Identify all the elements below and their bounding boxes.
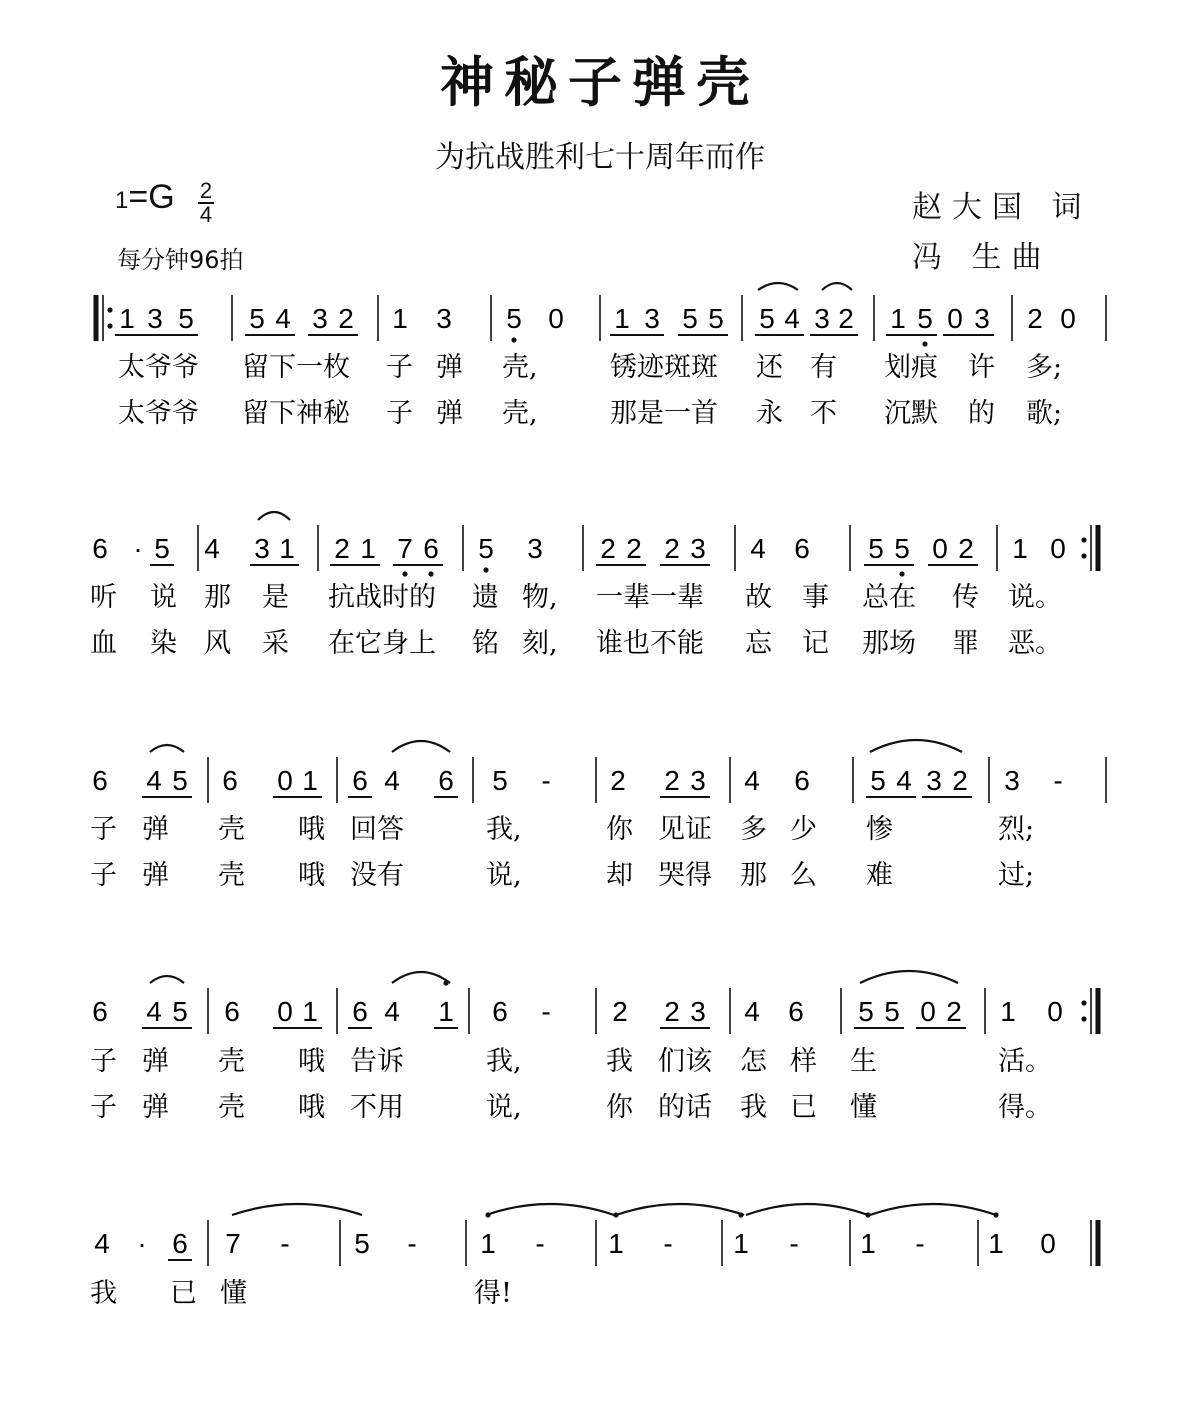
note-digit: 6 (794, 765, 810, 796)
note-digit: 5 (858, 996, 874, 1027)
lyric-syllable: 留下神秘 (242, 398, 350, 429)
note-digit: 7 (397, 533, 413, 564)
song-subtitle: 为抗战胜利七十周年而作 (435, 140, 765, 175)
time-signature-bottom: 4 (199, 202, 213, 227)
repeat-dot (107, 323, 112, 328)
note-digit: 1 (1012, 533, 1028, 564)
lyric-syllable: 采 (262, 628, 289, 659)
lyric-syllable: 不 (810, 398, 837, 429)
dash-extension: - (280, 1228, 290, 1259)
note-digit: 5 (868, 533, 884, 564)
lyric-syllable: 我, (486, 814, 522, 845)
note-digit: 5 (178, 303, 194, 334)
note-digit: 6 (92, 996, 108, 1027)
lyric-syllable: 样 (790, 1046, 817, 1077)
lyric-syllable: 回答 (350, 814, 404, 845)
lyric-syllable: 壳 (218, 1046, 245, 1077)
note-digit: 5 (492, 765, 508, 796)
lyric-syllable: 遗 (472, 582, 499, 613)
lyric-syllable: 总在 (862, 582, 916, 613)
note-digit: 2 (664, 996, 680, 1027)
lyric-syllable: 我, (486, 1046, 522, 1077)
song-title: 神秘子弹壳 (440, 50, 760, 114)
note-digit: 5 (249, 303, 265, 334)
lyric-syllable: 哦 (298, 1046, 325, 1077)
lyric-syllable: 弹 (436, 398, 463, 429)
note-digit: 0 (1047, 996, 1063, 1027)
lyric-syllable: 歌; (1026, 398, 1063, 429)
note-digit: 2 (838, 303, 854, 334)
lyric-syllable: 还 (756, 352, 783, 383)
note-digit: 6 (224, 996, 240, 1027)
slur-arc (150, 745, 184, 752)
lyric-syllable: 多 (740, 814, 767, 845)
note-digit: 6 (222, 765, 238, 796)
note-digit: 3 (690, 533, 706, 564)
lyric-syllable: 沉默 (884, 398, 938, 429)
note-digit: 6 (352, 765, 368, 796)
note-digit: 1 (119, 303, 135, 334)
slur-arc (392, 741, 450, 752)
slur-arc (758, 283, 798, 290)
repeat-dot (1081, 1000, 1086, 1005)
slur-arc (822, 283, 852, 290)
lyric-syllable: 见证 (658, 814, 712, 845)
note-digit: 4 (896, 765, 912, 796)
dash-extension: - (663, 1228, 673, 1259)
lyric-syllable: 说。 (1008, 582, 1062, 613)
lyric-syllable: 我 (606, 1046, 633, 1077)
note-digit: 3 (690, 765, 706, 796)
dash-extension: - (789, 1228, 799, 1259)
note-digit: 2 (600, 533, 616, 564)
time-signature-top: 2 (199, 178, 213, 203)
note-digit: 5 (870, 765, 886, 796)
octave-dot-low (428, 571, 433, 576)
note-digit: 0 (1040, 1228, 1056, 1259)
note-digit: 5 (917, 303, 933, 334)
lyric-syllable: 谁也不能 (596, 628, 704, 659)
lyric-syllable: 壳, (502, 352, 538, 383)
lyric-syllable: 惨 (866, 814, 893, 845)
lyric-syllable: 得。 (998, 1092, 1052, 1123)
note-digit: 3 (690, 996, 706, 1027)
lyric-syllable: 哦 (298, 814, 325, 845)
lyric-syllable: 记 (802, 628, 829, 659)
lyric-syllable: 壳 (218, 860, 245, 891)
slur-arc (746, 1204, 868, 1215)
dash-extension: - (535, 1228, 545, 1259)
note-digit: 5 (172, 996, 188, 1027)
note-digit: 4 (744, 765, 760, 796)
lyric-syllable: 一辈一辈 (596, 582, 704, 613)
lyric-syllable: 没有 (350, 860, 404, 891)
note-digit: 4 (146, 765, 162, 796)
octave-dot-low (899, 571, 904, 576)
note-digit: 6 (788, 996, 804, 1027)
note-digit: 3 (312, 303, 328, 334)
lyric-syllable: 说 (150, 582, 177, 613)
lyric-syllable: 永 (756, 398, 783, 429)
note-digit: 6 (794, 533, 810, 564)
note-digit: 6 (92, 533, 108, 564)
lyric-syllable: 铭 (472, 628, 499, 659)
note-digit: 1 (608, 1228, 624, 1259)
lyric-syllable: 许 (968, 352, 995, 383)
slur-arc (870, 1204, 996, 1215)
note-digit: 1 (360, 533, 376, 564)
lyric-syllable: 子 (90, 1092, 117, 1123)
lyric-syllable: 烈; (998, 814, 1035, 845)
note-digit: 2 (626, 533, 642, 564)
dash-extension: - (915, 1228, 925, 1259)
lyric-syllable: 子 (90, 1046, 117, 1077)
tempo-marking: 每分钟96拍 (117, 246, 244, 274)
dot-augmentation: · (133, 533, 143, 564)
lyric-syllable: 你 (606, 1092, 633, 1123)
lyric-syllable: 生 (850, 1046, 877, 1077)
lyric-syllable: 有 (810, 352, 837, 383)
lyric-syllable: 哭得 (658, 860, 712, 891)
note-digit: 0 (277, 765, 293, 796)
lyric-syllable: 哦 (298, 860, 325, 891)
note-digit: 0 (932, 533, 948, 564)
lyric-syllable: 染 (150, 628, 177, 659)
lyric-syllable: 子 (90, 814, 117, 845)
note-digit: 3 (1004, 765, 1020, 796)
note-digit: 4 (275, 303, 291, 334)
octave-dot-low (402, 571, 407, 576)
lyric-syllable: 太爷爷 (118, 352, 199, 383)
note-digit: 5 (708, 303, 724, 334)
lyric-syllable: 告诉 (350, 1046, 404, 1077)
lyric-syllable: 得! (474, 1278, 512, 1309)
note-digit: 2 (958, 533, 974, 564)
lyric-syllable: 弹 (436, 352, 463, 383)
lyric-syllable: 子 (386, 352, 413, 383)
slur-arc (150, 976, 184, 983)
lyric-syllable: 已 (790, 1092, 817, 1123)
lyric-syllable: 壳 (218, 1092, 245, 1123)
lyric-syllable: 刻, (522, 628, 558, 659)
note-digit: 2 (1027, 303, 1043, 334)
dot-augmentation: · (137, 1228, 147, 1259)
lyric-syllable: 我 (740, 1092, 767, 1123)
note-digit: 5 (478, 533, 494, 564)
dash-extension: - (407, 1228, 417, 1259)
note-digit: 6 (492, 996, 508, 1027)
note-digit: 1 (733, 1228, 749, 1259)
lyric-syllable: 的 (968, 398, 995, 429)
note-digit: 1 (279, 533, 295, 564)
lyric-syllable: 子 (90, 860, 117, 891)
lyric-syllable: 弹 (142, 814, 169, 845)
note-digit: 0 (920, 996, 936, 1027)
lyric-syllable: 难 (866, 860, 893, 891)
lyric-syllable: 弹 (142, 1092, 169, 1123)
note-digit: 1 (302, 765, 318, 796)
note-digit: 3 (254, 533, 270, 564)
repeat-dot (1081, 1016, 1086, 1021)
note-digit: 5 (894, 533, 910, 564)
note-digit: 5 (682, 303, 698, 334)
note-digit: 2 (612, 996, 628, 1027)
lyric-syllable: 弹 (142, 1046, 169, 1077)
lyric-syllable: 哦 (298, 1092, 325, 1123)
slur-arc (392, 972, 450, 983)
lyric-syllable: 那 (740, 860, 767, 891)
note-digit: 4 (204, 533, 220, 564)
lyric-syllable: 已 (170, 1278, 197, 1309)
slur-arc (232, 1204, 362, 1215)
note-digit: 6 (92, 765, 108, 796)
note-digit: 2 (610, 765, 626, 796)
note-digit: 1 (480, 1228, 496, 1259)
lyric-syllable: 的话 (658, 1092, 712, 1123)
lyric-syllable: 物, (522, 582, 558, 613)
note-digit: 1 (1000, 996, 1016, 1027)
note-digit: 0 (548, 303, 564, 334)
note-digit: 4 (784, 303, 800, 334)
lyric-syllable: 留下一枚 (242, 352, 350, 383)
note-digit: 1 (392, 303, 408, 334)
note-digit: 2 (952, 765, 968, 796)
dash-extension: - (541, 765, 551, 796)
lyric-syllable: 不用 (350, 1092, 404, 1123)
note-digit: 5 (354, 1228, 370, 1259)
lyric-syllable: 抗战时的 (328, 582, 436, 613)
note-digit: 3 (147, 303, 163, 334)
note-digit: 3 (974, 303, 990, 334)
note-digit: 1 (614, 303, 630, 334)
octave-dot-low (483, 567, 488, 572)
slur-arc (258, 512, 290, 520)
key-prefix: 1 (115, 187, 129, 214)
note-digit: 3 (644, 303, 660, 334)
note-digit: 0 (1050, 533, 1066, 564)
note-digit: 1 (860, 1228, 876, 1259)
repeat-dot (1081, 537, 1086, 542)
note-digit: 5 (884, 996, 900, 1027)
note-digit: 4 (750, 533, 766, 564)
slur-arc (616, 1204, 744, 1215)
note-digit: 0 (277, 996, 293, 1027)
lyric-syllable: 听 (90, 582, 117, 613)
lyric-syllable: 说, (486, 860, 522, 891)
lyric-syllable: 们该 (658, 1046, 712, 1077)
lyric-syllable: 你 (606, 814, 633, 845)
lyric-syllable: 么 (790, 860, 817, 891)
lyric-syllable: 那场 (862, 628, 916, 659)
lyric-syllable: 子 (386, 398, 413, 429)
note-digit: 3 (926, 765, 942, 796)
note-digit: 2 (334, 533, 350, 564)
note-digit: 2 (946, 996, 962, 1027)
lyric-syllable: 弹 (142, 860, 169, 891)
note-digit: 1 (302, 996, 318, 1027)
slur-arc (870, 740, 962, 752)
note-digit: 4 (744, 996, 760, 1027)
note-digit: 1 (890, 303, 906, 334)
note-digit: 2 (338, 303, 354, 334)
lyric-syllable: 罪 (952, 628, 979, 659)
repeat-dot (1081, 553, 1086, 558)
note-digit: 2 (664, 765, 680, 796)
lyric-syllable: 少 (790, 814, 817, 845)
note-digit: 3 (436, 303, 452, 334)
note-digit: 3 (814, 303, 830, 334)
lyric-syllable: 活。 (998, 1046, 1052, 1077)
lyric-syllable: 那 (204, 582, 231, 613)
lyric-syllable: 事 (802, 582, 829, 613)
octave-dot-low (511, 337, 516, 342)
slur-arc (860, 971, 958, 983)
lyric-syllable: 壳, (502, 398, 538, 429)
key-label: =G (128, 178, 175, 216)
lyric-syllable: 说, (486, 1092, 522, 1123)
note-digit: 5 (506, 303, 522, 334)
lyric-syllable: 故 (745, 582, 772, 613)
note-digit: 3 (527, 533, 543, 564)
lyric-syllable: 太爷爷 (118, 398, 199, 429)
lyric-syllable: 在它身上 (328, 628, 436, 659)
note-digit: 4 (384, 996, 400, 1027)
lyric-syllable: 传 (952, 582, 979, 613)
repeat-dot (107, 307, 112, 312)
note-digit: 5 (154, 533, 170, 564)
lyric-syllable: 风 (204, 628, 231, 659)
note-digit: 7 (225, 1228, 241, 1259)
slur-arc (486, 1204, 614, 1215)
lyricist-credit: 赵大国 词 (912, 190, 1092, 225)
dash-extension: - (541, 996, 551, 1027)
octave-dot-low (922, 341, 927, 346)
note-digit: 5 (759, 303, 775, 334)
lyric-syllable: 忘 (745, 628, 772, 659)
lyric-syllable: 懂 (220, 1278, 247, 1309)
note-digit: 6 (423, 533, 439, 564)
composer-credit: 冯 生曲 (912, 240, 1052, 275)
dash-extension: - (1053, 765, 1063, 796)
note-digit: 5 (172, 765, 188, 796)
lyric-syllable: 是 (262, 582, 289, 613)
lyric-syllable: 那是一首 (610, 398, 718, 429)
lyric-syllable: 却 (606, 860, 633, 891)
lyric-syllable: 锈迹斑斑 (610, 352, 718, 383)
lyric-syllable: 懂 (850, 1092, 877, 1123)
note-digit: 4 (384, 765, 400, 796)
note-digit: 4 (94, 1228, 110, 1259)
note-digit: 4 (146, 996, 162, 1027)
lyric-syllable: 壳 (218, 814, 245, 845)
lyric-syllable: 怎 (740, 1046, 767, 1077)
lyric-syllable: 恶。 (1008, 628, 1062, 659)
lyric-syllable: 过; (998, 860, 1035, 891)
lyric-syllable: 多; (1026, 352, 1063, 383)
note-digit: 6 (352, 996, 368, 1027)
note-digit: 2 (664, 533, 680, 564)
note-digit: 0 (1060, 303, 1076, 334)
note-digit: 6 (172, 1228, 188, 1259)
note-digit: 0 (947, 303, 963, 334)
note-digit: 1 (988, 1228, 1004, 1259)
lyric-syllable: 我 (90, 1278, 117, 1309)
note-digit: 6 (438, 765, 454, 796)
lyric-syllable: 血 (90, 628, 117, 659)
note-digit: 1 (438, 996, 454, 1027)
lyric-syllable: 划痕 (884, 352, 938, 383)
